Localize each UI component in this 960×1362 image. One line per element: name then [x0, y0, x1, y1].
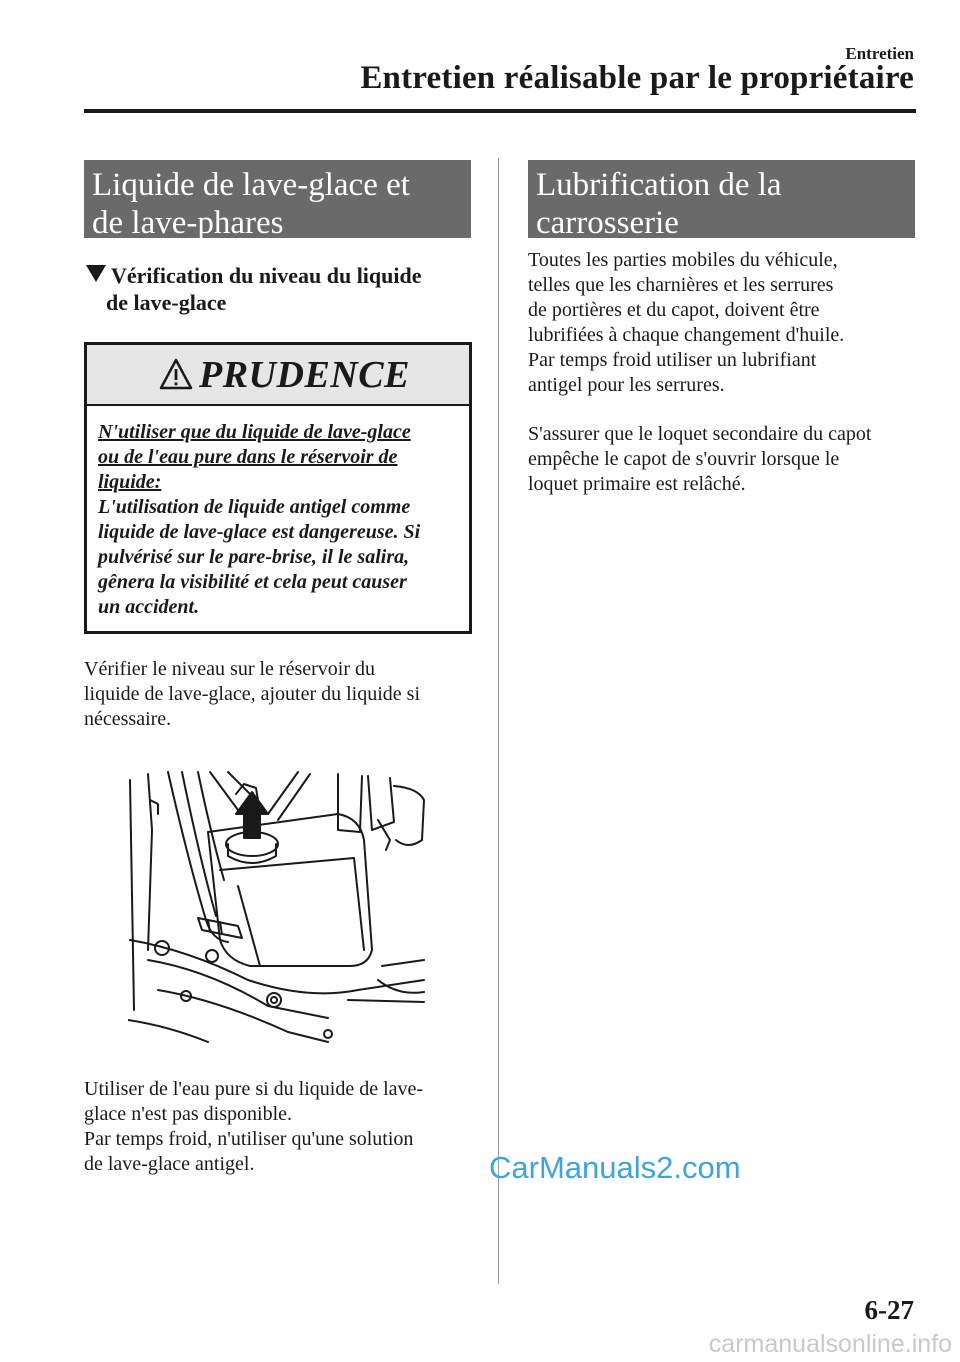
header-section-label: Entretien — [845, 44, 914, 63]
watermark: CarManuals2.com — [489, 1150, 741, 1185]
paragraph-hood-latch — [528, 422, 920, 497]
text-line: Utiliser de l'eau pure si du liquide de lave- — [84, 1078, 424, 1100]
text-line: nécessaire. — [84, 708, 172, 730]
section-title-washer-fluid — [84, 160, 471, 241]
text-line: de lave-glace antigel. — [84, 1153, 255, 1175]
caution-line: N'utiliser que du liquide de lave-glace — [98, 421, 411, 443]
caution-header — [87, 345, 469, 406]
section-title-line: Liquide de lave-glace et — [92, 167, 410, 203]
caution-line: liquide de lave-glace est dangereuse. Si — [98, 521, 421, 543]
text-line: de portières et du capot, doivent être — [528, 299, 820, 321]
text-line: Vérifier le niveau sur le réservoir du — [84, 658, 375, 680]
text-line: glace n'est pas disponible. — [84, 1103, 292, 1125]
section-title-line: de lave-phares — [92, 205, 284, 241]
paragraph-pure-water — [84, 1077, 476, 1177]
footer-site: carmanualsonline.info — [708, 1330, 952, 1358]
text-line: antigel pour les serrures. — [528, 374, 725, 396]
caution-text — [98, 420, 464, 620]
triangle-bullet-icon — [86, 265, 106, 282]
text-line: telles que les charnières et les serrures — [528, 274, 834, 296]
caution-box — [84, 342, 472, 634]
column-divider — [498, 158, 499, 1284]
subheading-fluid-level-check — [86, 262, 476, 316]
text-line: Par temps froid, n'utiliser qu'une solution — [84, 1128, 414, 1150]
caution-title: PRUDENCE — [199, 354, 410, 396]
caution-line: ou de l'eau pure dans le réservoir de — [98, 446, 398, 468]
page-number: 6-27 — [864, 1295, 914, 1325]
section-title-line: Lubrification de la — [536, 167, 782, 203]
caution-line: L'utilisation de liquide antigel comme — [98, 496, 411, 518]
section-title-line: carrosserie — [536, 205, 679, 241]
header-title: Entretien réalisable par le propriétaire — [360, 60, 914, 96]
washer-reservoir-illustration — [128, 770, 426, 1046]
subheading-line: de lave-glace — [106, 290, 227, 315]
text-line: liquide de lave-glace, ajouter du liquide si — [84, 683, 420, 705]
caution-line: gênera la visibilité et cela peut causer — [98, 571, 407, 593]
paragraph-check-level — [84, 657, 476, 732]
warning-triangle-icon — [159, 358, 193, 390]
paragraph-lubricate-parts — [528, 248, 920, 398]
header-rule — [84, 109, 916, 113]
text-line: Toutes les parties mobiles du véhicule, — [528, 249, 838, 271]
caution-line: liquide: — [98, 471, 162, 493]
text-line: Par temps froid utiliser un lubrifiant — [528, 349, 817, 371]
caution-line: un accident. — [98, 596, 200, 618]
section-title-body-lubrication — [528, 160, 915, 241]
subheading-line: Vérification du niveau du liquide — [111, 263, 422, 288]
text-line: lubrifiées à chaque changement d'huile. — [528, 324, 845, 346]
text-line: S'assurer que le loquet secondaire du capot — [528, 423, 872, 445]
text-line: loquet primaire est relâché. — [528, 473, 746, 495]
caution-line: pulvérisé sur le pare-brise, il le salira, — [98, 546, 410, 568]
text-line: empêche le capot de s'ouvrir lorsque le — [528, 448, 840, 470]
